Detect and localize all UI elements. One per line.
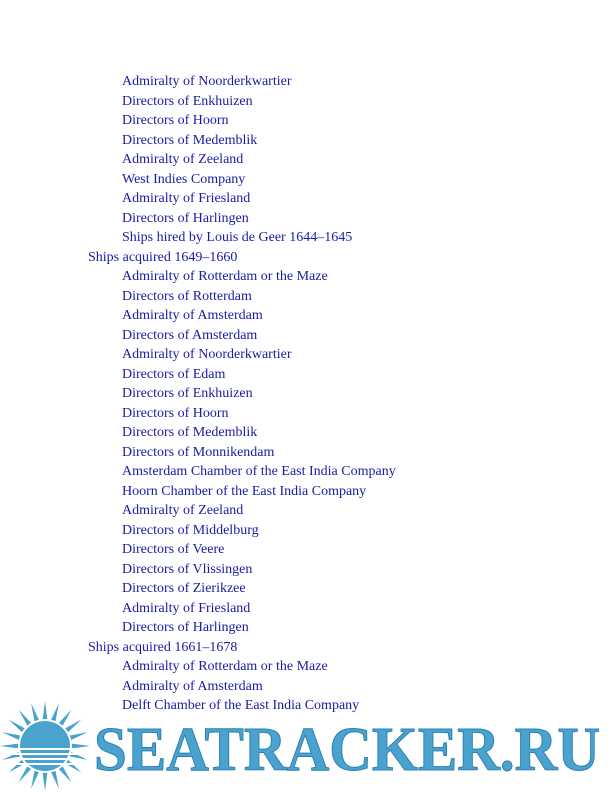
toc-entry-link[interactable]: Directors of Zierikzee — [122, 581, 246, 596]
toc-entry-link[interactable]: Admiralty of Rotterdam or the Maze — [122, 659, 328, 674]
toc-entry-link[interactable]: Admiralty of Friesland — [122, 191, 251, 206]
toc-entry-link[interactable]: Directors of Rotterdam — [122, 288, 252, 304]
sun-ray-shape — [19, 766, 32, 782]
toc-entry-link[interactable]: Directors of Enkhuizen — [122, 386, 253, 401]
sun-over-sea-logo — [0, 701, 90, 791]
sun-ray-shape — [59, 710, 72, 726]
toc-entry-link[interactable]: Admiralty of Friesland — [122, 600, 251, 616]
sun-ray-shape — [9, 720, 25, 733]
toc-entry-link[interactable]: Delft Chamber of the East India Company — [122, 698, 360, 713]
sun-ray-shape — [72, 744, 90, 749]
sun-ray-shape — [70, 732, 88, 740]
table-of-contents — [0, 72, 612, 716]
toc-entry-link[interactable]: Admiralty of Zeeland — [122, 152, 244, 167]
toc-entry-link[interactable]: Admiralty of Amsterdam — [122, 678, 263, 694]
sun-ray-shape — [31, 703, 39, 721]
sea-wave-line — [11, 758, 79, 760]
toc-entry-link[interactable]: Directors of Middelburg — [122, 522, 259, 538]
sun-ray-shape — [65, 720, 81, 733]
toc-entry-link[interactable]: Admiralty of Amsterdam — [122, 308, 263, 323]
toc-entry-link[interactable]: Directors of Vlissingen — [122, 561, 253, 577]
sun-ray-shape — [65, 760, 81, 773]
sun-ray-shape — [9, 760, 25, 773]
toc-entry-link[interactable]: Admiralty of Noorderkwartier — [122, 74, 292, 89]
toc-entry-link[interactable]: Directors of Medemblik — [122, 132, 258, 148]
toc-entry-link[interactable]: Directors of Edam — [122, 366, 226, 382]
toc-entry-link[interactable]: Hoorn Chamber of the East India Company — [122, 483, 367, 499]
toc-entry-link[interactable]: Admiralty of Noorderkwartier — [122, 347, 292, 362]
toc-entry-link[interactable]: Directors of Amsterdam — [122, 327, 258, 343]
seatracker-watermark — [0, 700, 612, 792]
watermark-text: SEATRACKER.RU — [94, 716, 600, 784]
sea-wave-line — [11, 753, 79, 755]
sun-ray-shape — [51, 703, 59, 721]
toc-section-link[interactable]: Ships acquired 1661–1678 — [88, 639, 238, 655]
toc-entry-link[interactable]: Directors of Harlingen — [122, 210, 249, 226]
sea-wave-line — [11, 763, 79, 765]
toc-entry-link[interactable]: Directors of Veere — [122, 542, 225, 557]
toc-entry-link[interactable]: Amsterdam Chamber of the East India Company — [122, 464, 396, 479]
sun-ray-shape — [43, 773, 48, 791]
sun-ray-shape — [59, 766, 72, 782]
sun-ray-shape — [2, 732, 20, 740]
toc-entry-link[interactable]: Admiralty of Zeeland — [122, 503, 244, 518]
toc-entry-link[interactable]: Directors of Harlingen — [122, 620, 249, 635]
sun-ray-shape — [31, 771, 39, 789]
toc-entry-link[interactable]: Directors of Monnikendam — [122, 444, 275, 460]
sun-ray-shape — [19, 710, 32, 726]
toc-entry-link[interactable]: Directors of Enkhuizen — [122, 93, 253, 109]
toc-entry-link[interactable]: Directors of Medemblik — [122, 425, 258, 440]
sea-wave-line — [11, 748, 79, 750]
toc-entry-link[interactable]: Ships hired by Louis de Geer 1644–1645 — [122, 230, 353, 245]
toc-section-link[interactable]: Ships acquired 1649–1660 — [88, 249, 238, 265]
toc-entry-link[interactable]: Directors of Hoorn — [122, 405, 229, 421]
sun-ray-shape — [43, 701, 48, 719]
sun-ray-shape — [0, 744, 18, 749]
toc-entry-link[interactable]: West Indies Company — [122, 171, 246, 187]
toc-entry-link[interactable]: Directors of Hoorn — [122, 113, 229, 128]
toc-entry-link[interactable]: Admiralty of Rotterdam or the Maze — [122, 269, 328, 284]
sun-ray-shape — [51, 771, 59, 789]
